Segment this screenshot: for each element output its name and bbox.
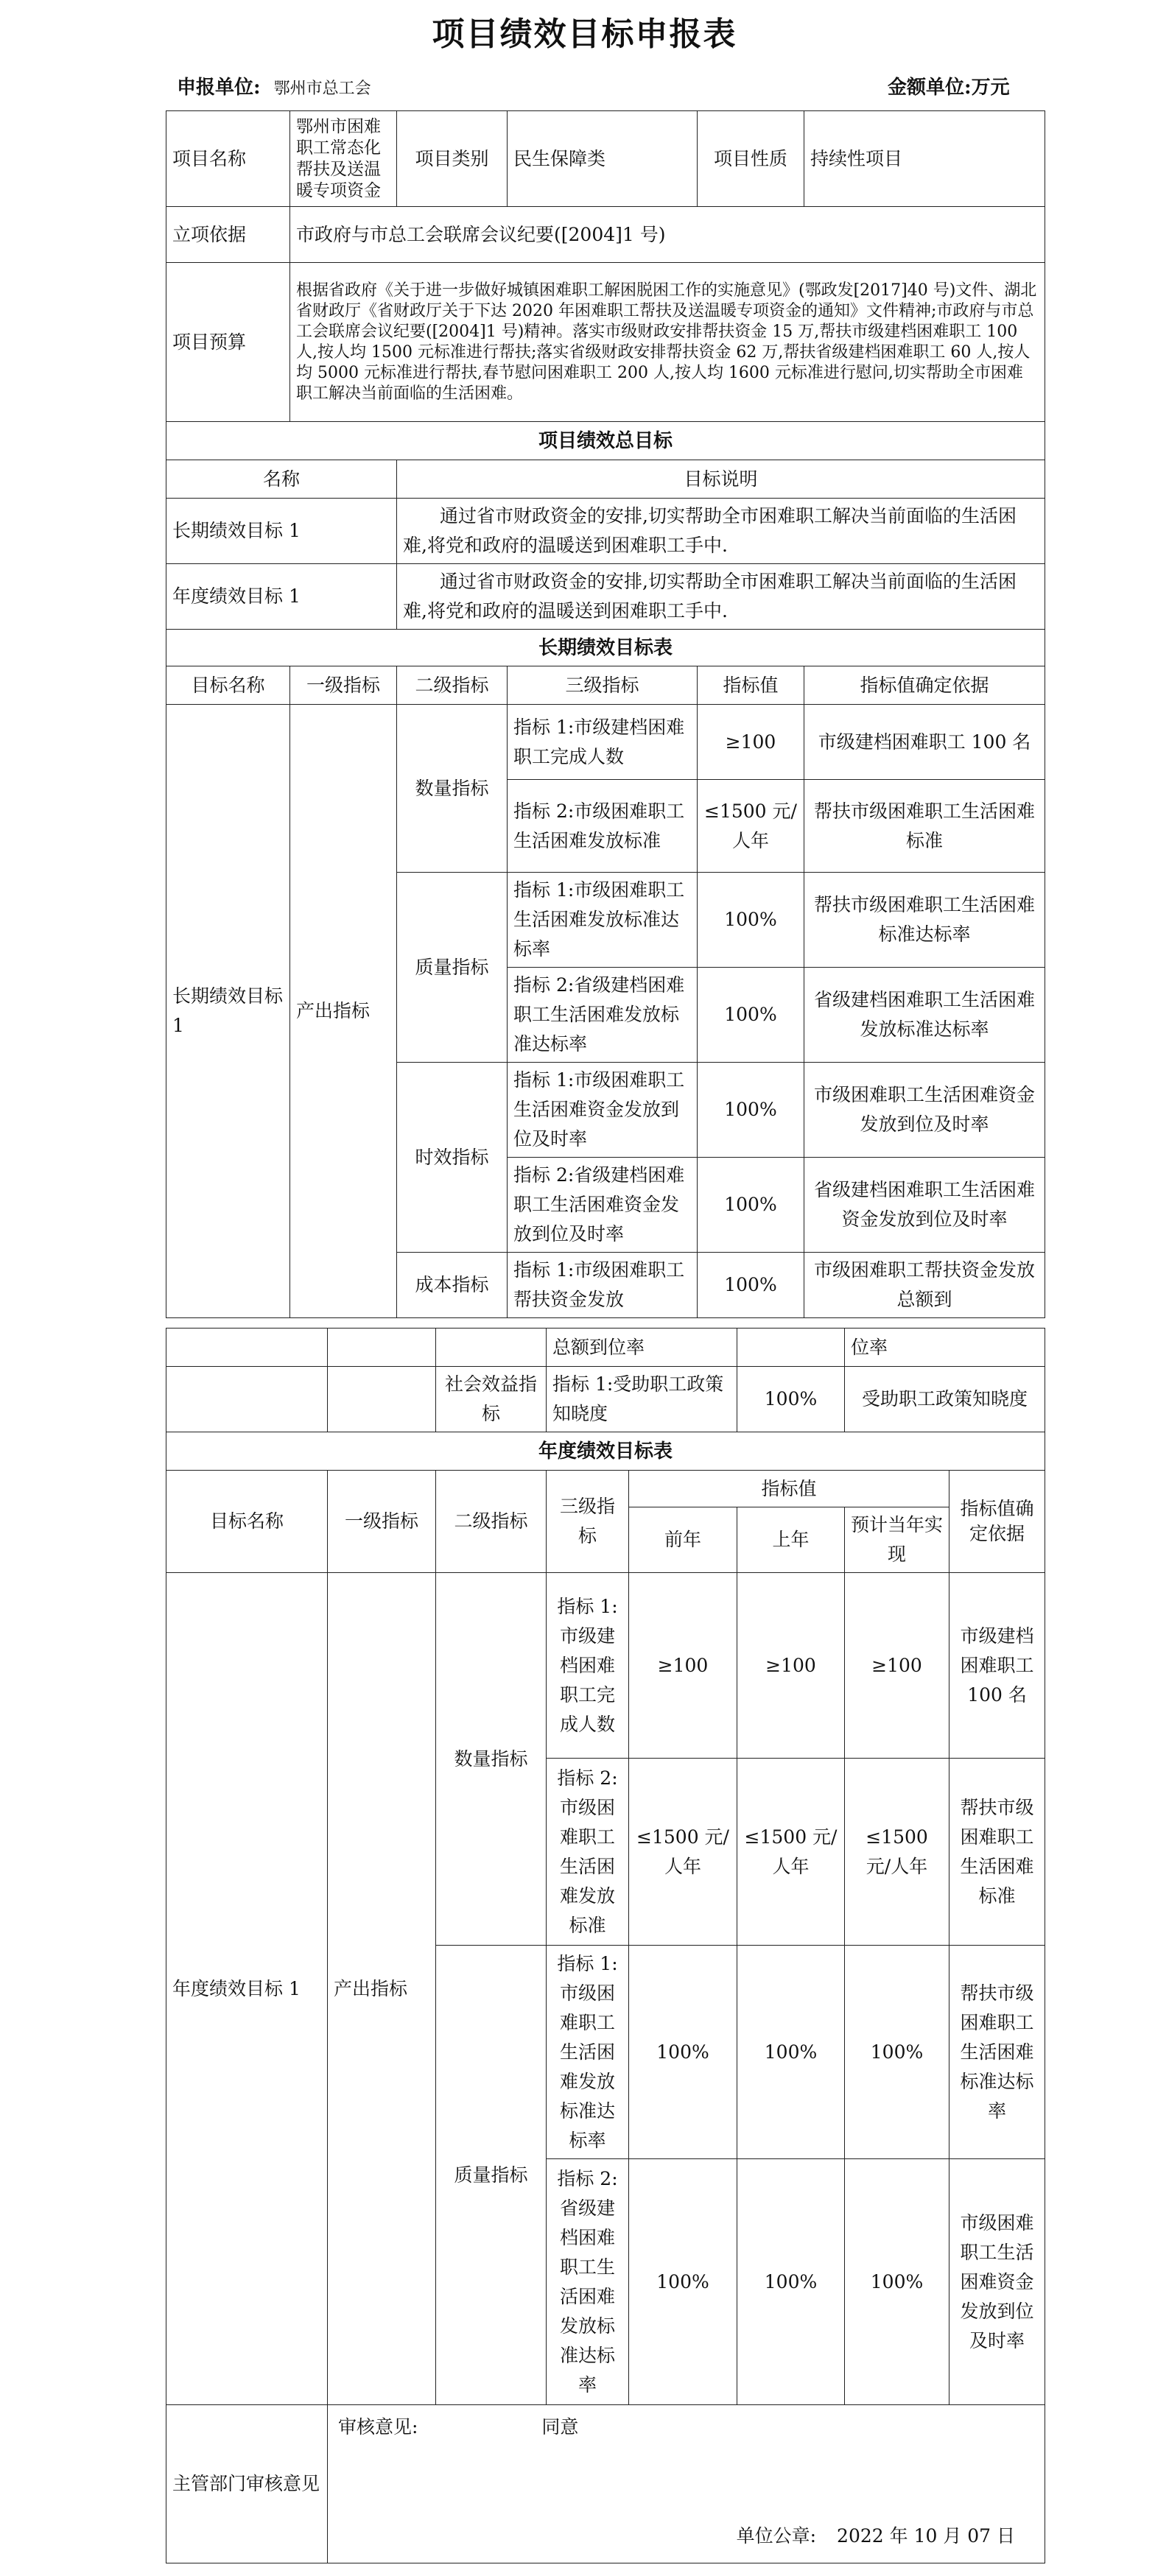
- lt-header: 目标名称: [166, 666, 290, 705]
- lt-basis: 帮扶市级困难职工生活困难标准达标率: [804, 873, 1045, 968]
- lt-basis: 省级建档困难职工生活困难发放标准达标率: [804, 968, 1045, 1063]
- form-table-page2: [166, 1328, 1045, 2563]
- page-title: 项目绩效目标申报表: [432, 15, 737, 53]
- an-level3: 指标 1:市级建档困难职工完成人数: [547, 1573, 629, 1759]
- form-table-page1: [166, 110, 1045, 1318]
- an-header-basis: 指标值确定依据: [949, 1471, 1045, 1573]
- an-header-prev: 前年: [629, 1507, 737, 1573]
- lt-value: 100%: [698, 1063, 804, 1158]
- project-name-value: 鄂州市困难职工常态化帮扶及送温暖专项资金: [290, 111, 397, 207]
- overall-row-name: 年度绩效目标 1: [166, 564, 397, 630]
- review-opinion-value: 同意: [541, 2416, 579, 2438]
- an-level3: 指标 2:市级困难职工生活困难发放标准: [547, 1759, 629, 1946]
- an-last: ≥100: [737, 1573, 845, 1759]
- lt-header: 二级指标: [397, 666, 508, 705]
- overall-col-name: 名称: [166, 460, 397, 499]
- an-basis: 市级建档困难职工 100 名: [949, 1573, 1045, 1759]
- lt-level2: 数量指标: [397, 705, 508, 873]
- an-expected: 100%: [845, 1946, 949, 2159]
- an-last: 100%: [737, 1946, 845, 2159]
- an-expected: ≥100: [845, 1573, 949, 1759]
- lt-level2: 时效指标: [397, 1063, 508, 1253]
- an-header-l3: 三级指标: [547, 1471, 629, 1573]
- basis-label: 立项依据: [166, 207, 290, 263]
- review-dept-label: 主管部门审核意见: [166, 2405, 328, 2563]
- an-level3: 指标 2:省级建档困难职工生活困难发放标准达标率: [547, 2159, 629, 2405]
- lt-level3: 指标 1:市级困难职工帮扶资金发放: [508, 1253, 698, 1318]
- an-last: 100%: [737, 2159, 845, 2405]
- annual-section-title: 年度绩效目标表: [166, 1432, 1045, 1471]
- an-level2: 质量指标: [436, 1946, 547, 2405]
- lt-header: 指标值: [698, 666, 804, 705]
- lt-level3: 指标 2:省级建档困难职工生活困难资金发放到位及时率: [508, 1158, 698, 1253]
- lt-basis: 市级建档困难职工 100 名: [804, 705, 1045, 780]
- lt-basis: 帮扶市级困难职工生活困难标准: [804, 780, 1045, 873]
- review-opinion-label: 审核意见:: [338, 2416, 418, 2438]
- an-prev: 100%: [629, 2159, 737, 2405]
- review-seal-label: 单位公章:: [736, 2525, 817, 2547]
- an-header-l2: 二级指标: [436, 1471, 547, 1573]
- lt-value: 100%: [698, 873, 804, 968]
- lt-value: ≥100: [698, 705, 804, 780]
- lt-value: 100%: [698, 1158, 804, 1253]
- an-header-name: 目标名称: [166, 1471, 328, 1573]
- lt-header: 指标值确定依据: [804, 666, 1045, 705]
- lt-basis: 省级建档困难职工生活困难资金发放到位及时率: [804, 1158, 1045, 1253]
- lt-value: 100%: [698, 1253, 804, 1318]
- project-category-value: 民生保障类: [508, 111, 698, 207]
- lt-basis: 市级困难职工帮扶资金发放总额到: [804, 1253, 1045, 1318]
- overall-row-name: 长期绩效目标 1: [166, 499, 397, 564]
- an-header-l1: 一级指标: [328, 1471, 436, 1573]
- lt-value: ≤1500 元/人年: [698, 780, 804, 873]
- lt-social-basis: 受助职工政策知晓度: [845, 1367, 1045, 1432]
- lt-basis-cont: 位率: [845, 1329, 1045, 1367]
- an-basis: 帮扶市级困难职工生活困难标准: [949, 1759, 1045, 1946]
- an-header-last: 上年: [737, 1507, 845, 1573]
- lt-social-value: 100%: [737, 1367, 845, 1432]
- unit-label: 申报单位:: [177, 77, 261, 99]
- project-category-label: 项目类别: [397, 111, 508, 207]
- lt-value: 100%: [698, 968, 804, 1063]
- overall-row-desc: 通过省市财政资金的安排,切实帮助全市困难职工解决当前面临的生活困难,将党和政府的温暖送到困难职工手中.: [397, 564, 1045, 630]
- an-prev: ≤1500 元/人年: [629, 1759, 737, 1946]
- an-level1: 产出指标: [328, 1573, 436, 2405]
- lt-header: 三级指标: [508, 666, 698, 705]
- review-date: 2022 年 10 月 07 日: [837, 2525, 1016, 2547]
- long-term-section-title: 长期绩效目标表: [166, 630, 1045, 666]
- an-expected: ≤1500 元/人年: [845, 1759, 949, 1946]
- project-nature-value: 持续性项目: [804, 111, 1045, 207]
- project-name-label: 项目名称: [166, 111, 290, 207]
- budget-label: 项目预算: [166, 263, 290, 422]
- lt-level3: 指标 1:市级建档困难职工完成人数: [508, 705, 698, 780]
- lt-social-level3: 指标 1:受助职工政策知晓度: [547, 1367, 737, 1432]
- lt-level3: 指标 1:市级困难职工生活困难资金发放到位及时率: [508, 1063, 698, 1158]
- amount-unit: 金额单位:万元: [888, 77, 1010, 99]
- lt-level3: 指标 1:市级困难职工生活困难发放标准达标率: [508, 873, 698, 968]
- an-header-expected: 预计当年实现: [845, 1507, 949, 1573]
- lt-level3-cont: 总额到位率: [547, 1329, 737, 1367]
- unit-line: [177, 72, 371, 99]
- an-goal-name: 年度绩效目标 1: [166, 1573, 328, 2405]
- an-header-value: 指标值: [629, 1471, 949, 1507]
- an-level2: 数量指标: [436, 1573, 547, 1946]
- lt-level3: 指标 2:市级困难职工生活困难发放标准: [508, 780, 698, 873]
- an-last: ≤1500 元/人年: [737, 1759, 845, 1946]
- project-nature-label: 项目性质: [698, 111, 804, 207]
- lt-level2: 成本指标: [397, 1253, 508, 1318]
- overall-col-desc: 目标说明: [397, 460, 1045, 499]
- an-prev: 100%: [629, 1946, 737, 2159]
- lt-level1: 产出指标: [290, 705, 397, 1318]
- lt-header: 一级指标: [290, 666, 397, 705]
- overall-row-desc: 通过省市财政资金的安排,切实帮助全市困难职工解决当前面临的生活困难,将党和政府的温暖送到困难职工手中.: [397, 499, 1045, 564]
- an-prev: ≥100: [629, 1573, 737, 1759]
- lt-level2: 质量指标: [397, 873, 508, 1063]
- lt-social-level2: 社会效益指标: [436, 1367, 547, 1432]
- overall-section-title: 项目绩效总目标: [166, 422, 1045, 460]
- an-basis: 帮扶市级困难职工生活困难标准达标率: [949, 1946, 1045, 2159]
- review-box: [328, 2405, 1045, 2563]
- lt-goal-name: 长期绩效目标 1: [166, 705, 290, 1318]
- unit-value: 鄂州市总工会: [273, 80, 371, 98]
- an-expected: 100%: [845, 2159, 949, 2405]
- an-basis: 市级困难职工生活困难资金发放到位及时率: [949, 2159, 1045, 2405]
- basis-value: 市政府与市总工会联席会议纪要([2004]1 号): [290, 207, 1045, 263]
- an-level3: 指标 1:市级困难职工生活困难发放标准达标率: [547, 1946, 629, 2159]
- budget-value: 根据省政府《关于进一步做好城镇困难职工解困脱困工作的实施意见》(鄂政发[2017]40 号)文件、湖北省财政厅《省财政厅关于下达 2020 年困难职工帮扶及送温暖专项资金的通知》文件精神;市政府与市总工会联席会议纪要([2004]1 号)精神。落实市级财政安排帮扶资金 15 万,帮扶市级建档困难职工 100 人,按人均 1500 元标准进行帮扶;落实省级财政安排帮扶资金 62 万,帮扶省级建档困难职工 60 人,按人均 5000 元标准进行帮扶,春节慰问困难职工 200 人,按人均 1600 元标准进行慰问,切实帮助全市困难职工解决当前面临的生活困难。: [290, 263, 1045, 422]
- lt-basis: 市级困难职工生活困难资金发放到位及时率: [804, 1063, 1045, 1158]
- lt-level3: 指标 2:省级建档困难职工生活困难发放标准达标率: [508, 968, 698, 1063]
